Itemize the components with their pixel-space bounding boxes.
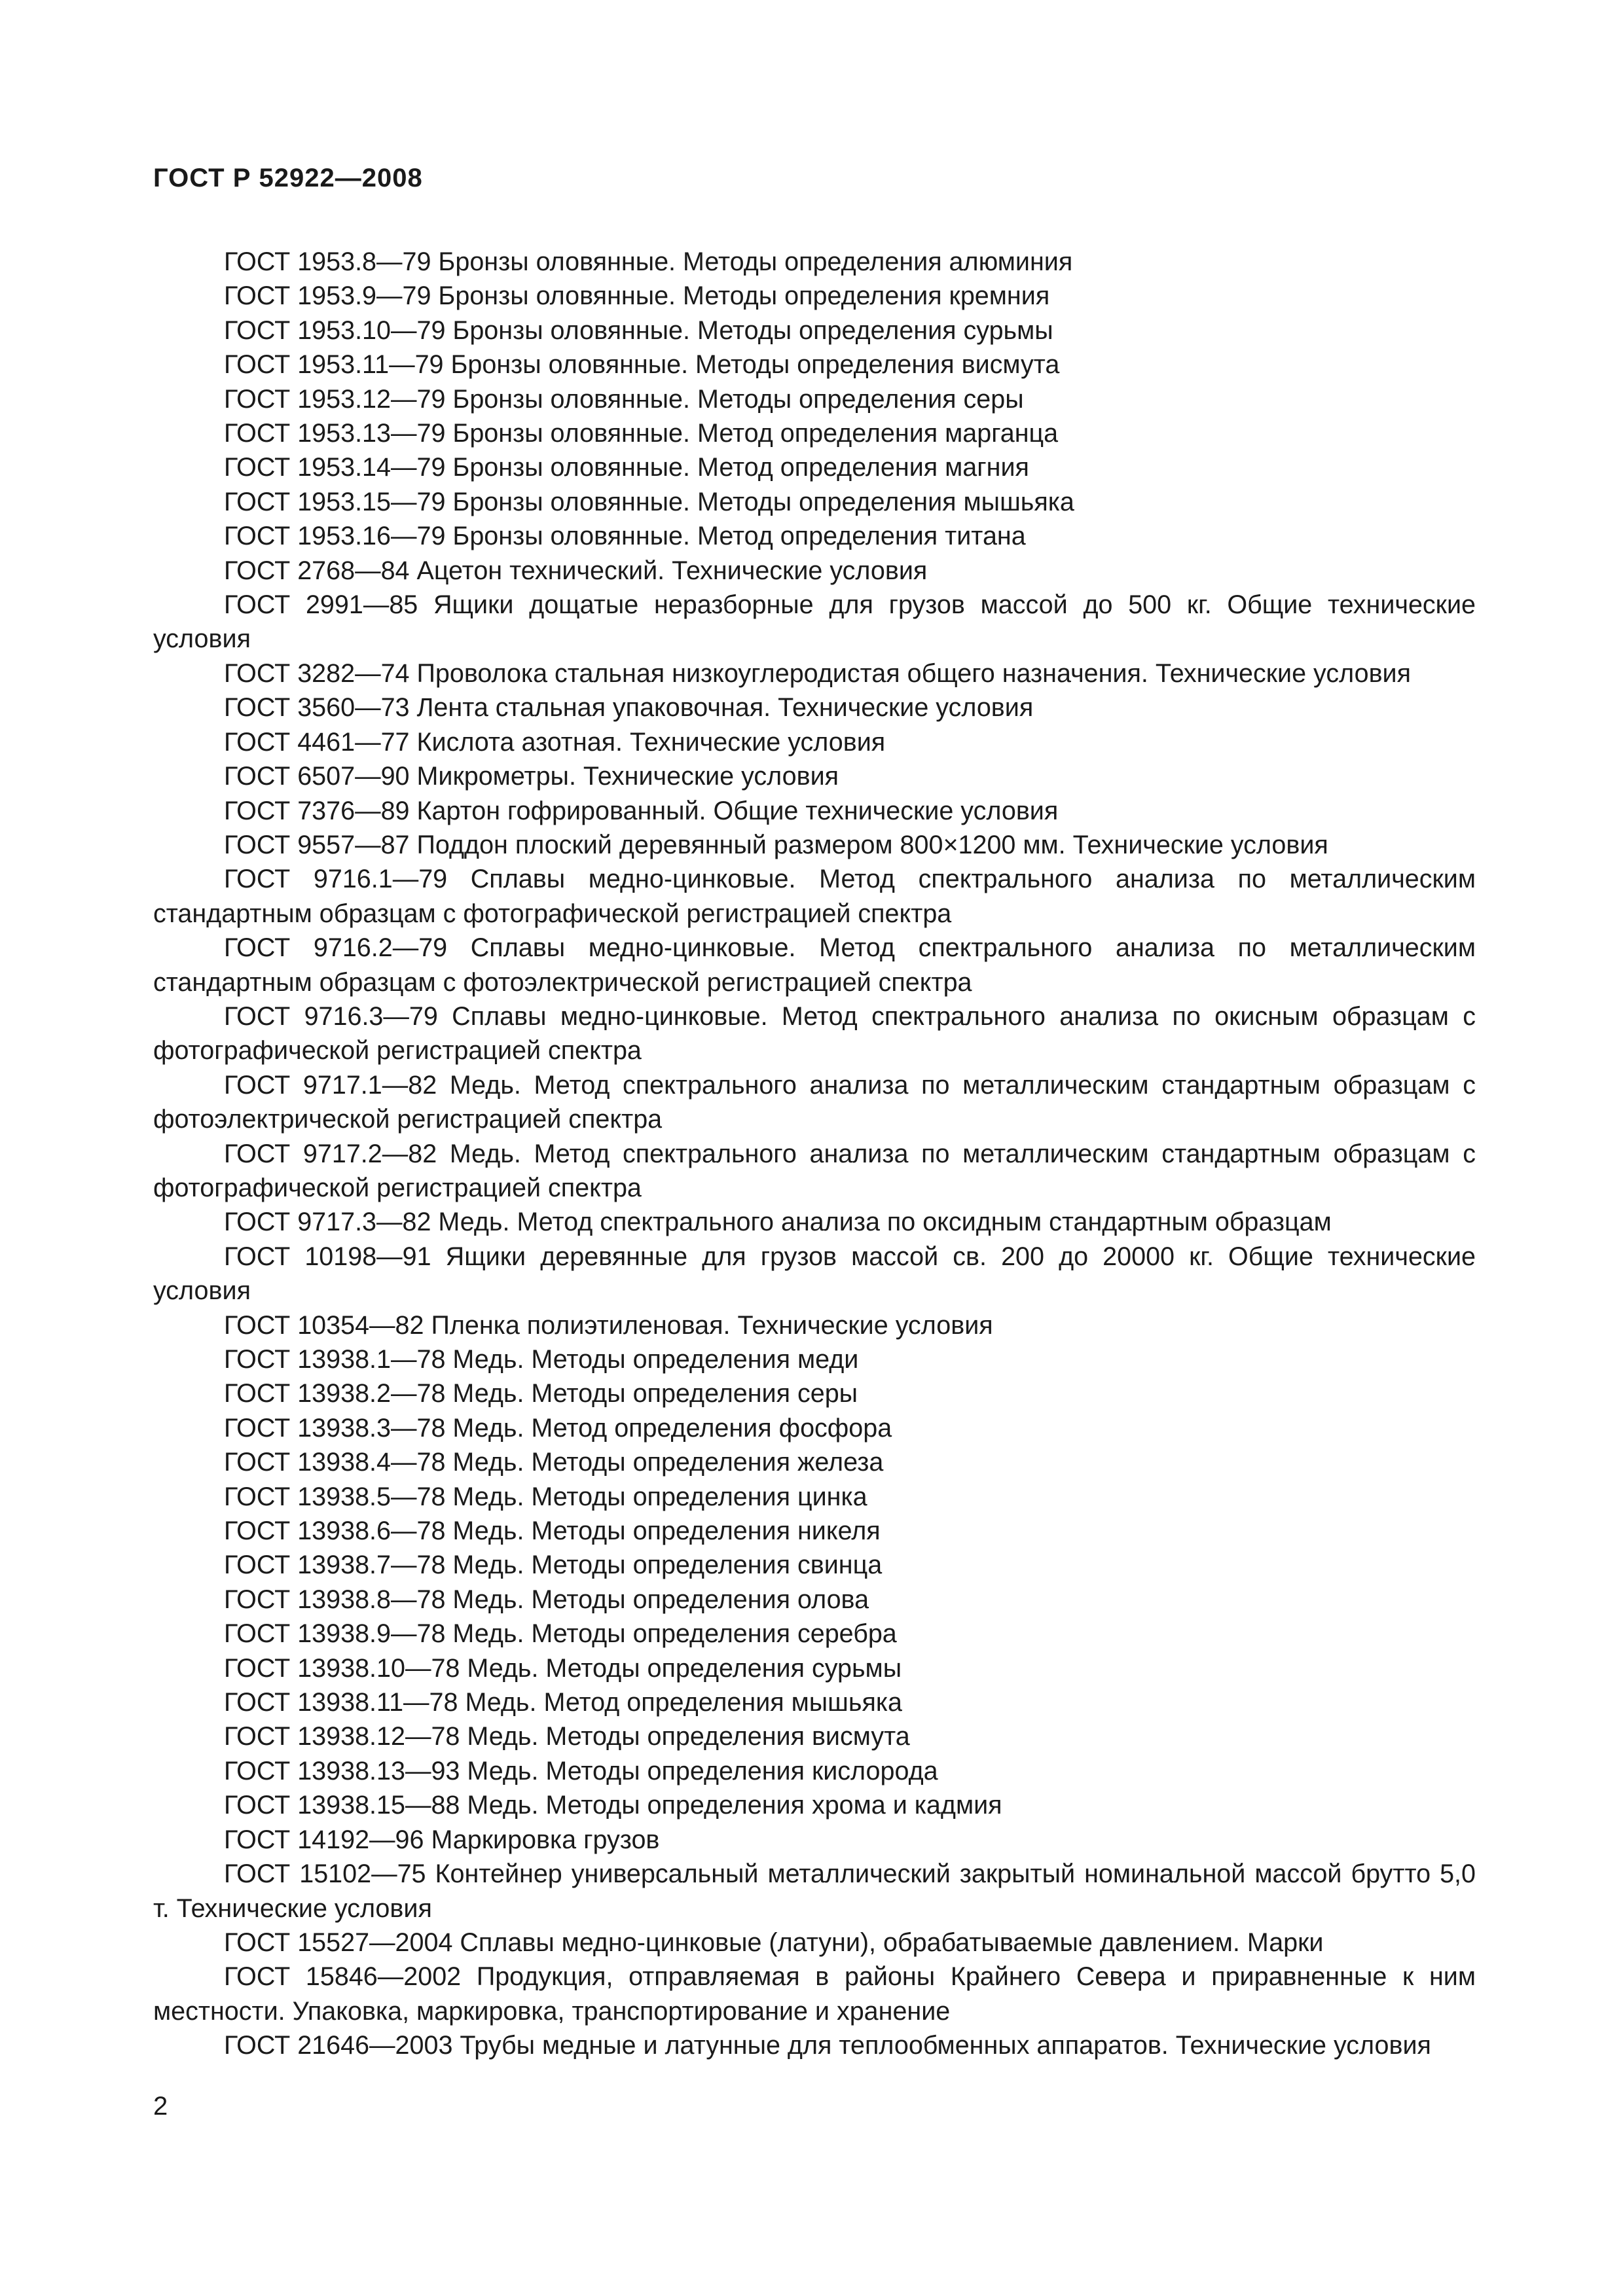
- reference-item: ГОСТ 9717.1—82 Медь. Метод спектрального анализа по металлическим стандартным образцам с фотоэлектрической регистрацией спектра: [153, 1070, 1476, 1134]
- reference-item: ГОСТ 1953.16—79 Бронзы оловянные. Метод определения титана: [224, 522, 1026, 551]
- reference-item: ГОСТ 13938.7—78 Медь. Методы определения свинца: [224, 1551, 883, 1580]
- reference-item: ГОСТ 13938.2—78 Медь. Методы определения серы: [224, 1379, 858, 1408]
- reference-item: ГОСТ 13938.13—93 Медь. Методы определения кислорода: [224, 1756, 938, 1785]
- reference-item: ГОСТ 1953.9—79 Бронзы оловянные. Методы определения кремния: [224, 281, 1050, 311]
- reference-item: ГОСТ 9557—87 Поддон плоский деревянный размером 800×1200 мм. Технические условия: [224, 830, 1328, 859]
- reference-item: ГОСТ 4461—77 Кислота азотная. Технические условия: [224, 727, 886, 757]
- reference-item: ГОСТ 2991—85 Ящики дощатые неразборные для грузов массой до 500 кг. Общие технические условия: [153, 590, 1476, 654]
- reference-item: ГОСТ 9716.2—79 Сплавы медно-цинковые. Метод спектрального анализа по металлическим стандартным образцам с фотоэлектрической регистрацией спектра: [153, 933, 1476, 997]
- reference-item: ГОСТ 6507—90 Микрометры. Технические условия: [224, 762, 839, 791]
- reference-item: ГОСТ 13938.3—78 Медь. Метод определения фосфора: [224, 1413, 892, 1443]
- reference-item: ГОСТ 13938.15—88 Медь. Методы определения хрома и кадмия: [224, 1791, 1002, 1820]
- reference-item: ГОСТ 15527—2004 Сплавы медно-цинковые (латуни), обрабатываемые давлением. Марки: [224, 1928, 1324, 1957]
- reference-item: ГОСТ 2768—84 Ацетон технический. Технические условия: [224, 556, 928, 585]
- reference-item: ГОСТ 1953.8—79 Бронзы оловянные. Методы определения алюминия: [224, 247, 1073, 276]
- page-number: 2: [153, 2092, 168, 2121]
- reference-item: ГОСТ 1953.10—79 Бронзы оловянные. Методы определения сурьмы: [224, 315, 1053, 345]
- reference-item: ГОСТ 9716.1—79 Сплавы медно-цинковые. Метод спектрального анализа по металлическим стандартным образцам с фотографической регистрацией спектра: [153, 865, 1476, 928]
- reference-item: ГОСТ 1953.11—79 Бронзы оловянные. Методы определения висмута: [224, 350, 1060, 380]
- reference-item: ГОСТ 13938.10—78 Медь. Методы определения сурьмы: [224, 1653, 902, 1683]
- reference-item: ГОСТ 1953.13—79 Бронзы оловянные. Метод определения марганца: [224, 419, 1059, 448]
- reference-item: ГОСТ 3282—74 Проволока стальная низкоуглеродистая общего назначения. Технические условия: [224, 658, 1412, 688]
- reference-item: ГОСТ 15846—2002 Продукция, отправляемая в районы Крайнего Севера и приравненные к ним местности. Упаковка, маркировка, транспортирование и хранение: [153, 1962, 1476, 2026]
- reference-item: ГОСТ 13938.4—78 Медь. Методы определения железа: [224, 1448, 884, 1477]
- reference-item: ГОСТ 13938.1—78 Медь. Методы определения меди: [224, 1345, 859, 1374]
- reference-item: ГОСТ 13938.6—78 Медь. Методы определения никеля: [224, 1516, 881, 1546]
- reference-item: ГОСТ 10198—91 Ящики деревянные для грузов массой св. 200 до 20000 кг. Общие технические условия: [153, 1242, 1476, 1306]
- reference-item: ГОСТ 7376—89 Картон гофрированный. Общие технические условия: [224, 796, 1059, 825]
- reference-item: ГОСТ 13938.11—78 Медь. Метод определения мышьяка: [224, 1688, 902, 1717]
- reference-item: ГОСТ 1953.14—79 Бронзы оловянные. Метод определения магния: [224, 453, 1029, 482]
- normative-references-list: [153, 245, 1476, 2063]
- reference-item: ГОСТ 3560—73 Лента стальная упаковочная. Технические условия: [224, 693, 1034, 723]
- reference-item: ГОСТ 1953.12—79 Бронзы оловянные. Методы определения серы: [224, 384, 1024, 414]
- page-header: ГОСТ Р 52922—2008: [153, 164, 423, 192]
- reference-item: ГОСТ 14192—96 Маркировка грузов: [224, 1825, 660, 1854]
- reference-item: ГОСТ 13938.9—78 Медь. Методы определения серебра: [224, 1619, 897, 1649]
- reference-item: ГОСТ 1953.15—79 Бронзы оловянные. Методы определения мышьяка: [224, 487, 1074, 516]
- reference-item: ГОСТ 13938.12—78 Медь. Методы определения висмута: [224, 1722, 910, 1751]
- reference-item: ГОСТ 13938.8—78 Медь. Методы определения олова: [224, 1585, 869, 1614]
- reference-item: ГОСТ 9717.3—82 Медь. Метод спектрального анализа по оксидным стандартным образцам: [224, 1208, 1332, 1237]
- reference-item: ГОСТ 10354—82 Пленка полиэтиленовая. Технические условия: [224, 1310, 993, 1340]
- reference-item: ГОСТ 9716.3—79 Сплавы медно-цинковые. Метод спектрального анализа по окисным образцам с фотографической регистрацией спектра: [153, 1001, 1476, 1066]
- reference-item: ГОСТ 13938.5—78 Медь. Методы определения цинка: [224, 1482, 867, 1511]
- reference-item: ГОСТ 15102—75 Контейнер универсальный металлический закрытый номинальной массой брутто 5,0 т. Технические условия: [153, 1859, 1476, 1923]
- reference-item: ГОСТ 21646—2003 Трубы медные и латунные для теплообменных аппаратов. Технические условия: [224, 2031, 1431, 2060]
- reference-item: ГОСТ 9717.2—82 Медь. Метод спектрального анализа по металлическим стандартным образцам с фотографической регистрацией спектра: [153, 1139, 1476, 1202]
